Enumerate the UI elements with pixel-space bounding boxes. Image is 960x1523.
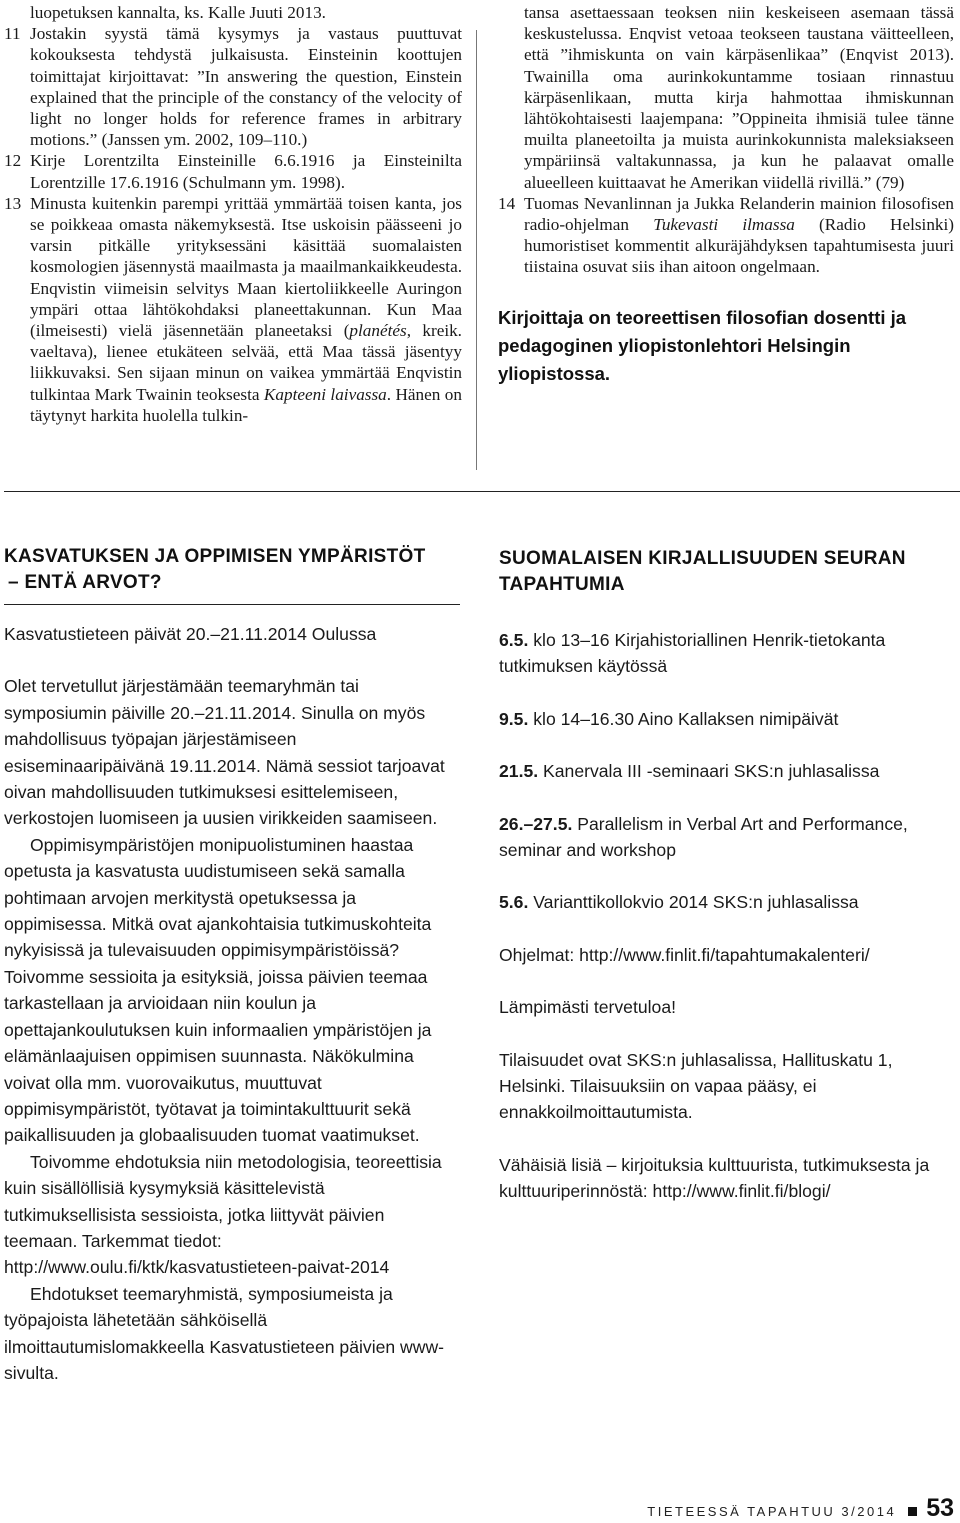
article-heading-line2: – ENTÄ ARVOT?: [8, 572, 162, 593]
event-date: 26.–27.5.: [499, 813, 573, 834]
footnote-text: Jostakin syystä tämä kysymys ja vastaus puuttuvat kokouksesta tehdystä julkaisusta. Einsteinin koottujen toimittajat kirjoittavat: ”In answering the question, Einstein explained that the principle of the constancy of the velocity of light no longer holds for reference frames in arbitrary motions.” (Janssen ym. 2002, 109–110.): [30, 24, 462, 150]
page-number: 53: [926, 1494, 954, 1522]
footnote-text-part: Tuomas Nevanlinnan ja Jukka Relanderin mainion filosofisen radio-ohjelman: [524, 193, 954, 235]
event-item: [499, 811, 955, 864]
welcome-text: Lämpimästi tervetuloa!: [499, 997, 676, 1018]
footnote-11: [4, 23, 462, 150]
event-text: Kanervala III -seminaari SKS:n juhlasalissa: [538, 761, 880, 782]
programs-link[interactable]: Ohjelmat: http://www.finlit.fi/tapahtumakalenteri/: [499, 944, 870, 965]
event-text: Varianttikollokvio 2014 SKS:n juhlasalissa: [528, 892, 859, 913]
event-date: 21.5.: [499, 761, 539, 782]
footnote-text-part: (Radio Helsinki) humoristiset kommentit alkuräjähdyksen tapahtumisesta juuri tiistaina osuvat siis ihan aitoon ongelmaan.: [524, 215, 955, 277]
page-footer: [647, 1494, 954, 1523]
footnote-number: 11: [4, 24, 21, 44]
article-heading-line1: KASVATUKSEN JA OPPIMISEN YMPÄRISTÖT: [4, 546, 426, 567]
heading-underline: [4, 604, 460, 605]
article-body: [4, 621, 460, 1386]
event-text: klo 13–16 Kirjahistoriallinen Henrik-tietokanta tutkimuksen käytössä: [499, 630, 886, 677]
event-item: [499, 758, 955, 784]
footnote-text: Kirje Lorentzilta Einsteinille 6.6.1916 ja Einsteinilta Lorentzille 17.6.1916 (Schulmann ym. 1998).: [30, 151, 462, 192]
paragraph-2: Oppimisympäristöjen monipuolistuminen haastaa opetusta ja kasvatusta uudistumiseen sekä samalla pohtimaan arvojen merkitystä opetuksessa ja oppimisessa. Mitkä ovat ajankohtaisia tutkimuskohteita nykyisissä ja tulevaisuuden oppimisympäristöissä? Toivomme sessioita ja esityksiä, joissa päivien teemaa tarkastellaan ja arvioidaan niin koulun ja opettajankoulutuksen kuin informaalien ympäristöjen ja elämänlaajuisen oppimisen suunnasta. Näkökulmina voivat olla mm. vuorovaikutus, muuttuvat oppimisympäristöt, työtavat ja toimintakulttuurit sekä paikallisuuden ja globaalisuuden tuomat vaatimukset.: [4, 834, 432, 1146]
column-divider: [476, 30, 477, 470]
footnote-text: [30, 193, 462, 426]
event-date: 6.5.: [499, 630, 529, 650]
footnote-14: [498, 193, 954, 278]
right-footnotes: [498, 2, 954, 388]
footnote-italic: Kapteeni laivassa: [263, 384, 387, 404]
event-text: Parallelism in Verbal Art and Performance, seminar and workshop: [499, 813, 908, 861]
section-divider: [4, 491, 960, 492]
left-article: [4, 544, 460, 1386]
author-bio: Kirjoittaja on teoreettisen filosofian dosentti ja pedagoginen yliopistonlehtori Helsingin yliopistossa.: [498, 306, 907, 384]
blog-text: Vähäisiä lisiä – kirjoituksia kulttuurista, tutkimuksesta ja kulttuuriperinnöstä: http://www.finlit.fi/blogi/: [499, 1154, 930, 1202]
event-date: 5.6.: [499, 892, 529, 913]
footnote-text: [524, 193, 954, 278]
left-footnotes: [4, 2, 462, 426]
paragraph-4: Ehdotukset teemaryhmistä, symposiumeista ja työpajoista lähetetään sähköisellä ilmoittautumislomakkeella Kasvatustieteen päivien www-sivulta.: [4, 1283, 445, 1383]
footnote-italic: planétés: [349, 321, 407, 341]
right-article: [499, 546, 955, 1231]
event-item: [499, 627, 955, 680]
event-date: 9.5.: [499, 708, 529, 729]
event-list: [499, 627, 955, 1205]
event-item: [499, 889, 955, 915]
article-heading-line2: TAPAHTUMIA: [499, 574, 625, 595]
event-item: [499, 706, 955, 732]
footnote-text-part: Minusta kuitenkin parempi yrittää ymmärtää toisen kanta, jos se poikkeaa omasta näkemyksestä. Itse uskoisin päässeeni jo varsin pitkälle yrityksessäni käsittää suomalaisten kosmologien jäsennystä maailmasta ja maailmankaikkeudesta. Enqvistin viimeisin selvitys Maan kiertoliikkeelle Auringon ympäri ottaa lähtökohdaksi planeettakunnan. Kun Maa (ilmeisesti) vielä jäsennetään planeetaksi (: [30, 193, 462, 341]
venue-text: Tilaisuudet ovat SKS:n juhlasalissa, Hallituskatu 1, Helsinki. Tilaisuuksiin on vapaa pääsy, ei ennakkoilmoittautumista.: [499, 1049, 893, 1123]
event-title: Kasvatustieteen päivät 20.–21.11.2014 Oulussa: [4, 624, 377, 644]
footnote-number: 14: [498, 193, 516, 213]
footnote-13-continuation: tansa asettaessaan teoksen niin keskeiseen asemaan tässä keskustelussa. Enqvist vetoaa teokseen taustana väitteelleen, että ”ihmiskunta on vain kärpäsenlikaa” (Enqvist 2013). Twainilla oma aurinkokuntamme tosiaan rinnastuu kärpäsenlikaan, mutta kirja hahmottaa ihmiskunnan lähtökohtaisesti laajempana: ”Oppineita ihmisiä tulee tänne muilta planeetoilta ja muista aurinkokunnista maleksiakseen ympäriinsä valtakunnassa, ja kun he palaavat omalle alueelleen kuittaavat he Amerikan viidellä rivillä.” (79): [524, 3, 954, 192]
paragraph-3: Toivomme ehdotuksia niin metodologisia, teoreettisia kuin sisällöllisiä kysymyksiä käsittelevistä tutkimuksellisista sessioista, jotka liittyvät päivien teemaan. Tarkemmat tiedot: http://www.oulu.fi/ktk/kasvatustieteen-paivat-2014: [4, 1151, 442, 1278]
paragraph-1: Olet tervetullut järjestämään teemaryhmän tai symposiumin päiville 20.–21.11.2014. Sinulla on myös mahdollisuus työpajan järjestämiseen esiseminaaripäivänä 19.11.2014. Nämä sessiot tarjoavat oivan mahdollisuuden tutkimuksesi esittelemiseen, verkostojen luomiseen ja uusien virikkeiden saamiseen.: [4, 676, 445, 829]
footer-square-icon: [908, 1507, 917, 1516]
footnote-text-part: , kreik. vaeltava), lienee etukäteen selvää, että Maa tässä jäsentyy liikkuvaksi. Sen sijaan minun on vaikea ymmärtää Enqvistin tulkintaa Mark Twainin teoksesta: [30, 321, 462, 404]
event-text: klo 14–16.30 Aino Kallaksen nimipäivät: [528, 708, 839, 729]
footnote-12: [4, 150, 462, 192]
footnote-continuation: luopetuksen kannalta, ks. Kalle Juuti 2013.: [30, 3, 326, 22]
footnote-number: 13: [4, 193, 22, 213]
publication-name: TIETEESSÄ TAPAHTUU 3/2014: [647, 1504, 897, 1519]
article-heading-line1: SUOMALAISEN KIRJALLISUUDEN SEURAN: [499, 548, 906, 569]
footnote-number: 12: [4, 151, 22, 171]
footnote-13: [4, 193, 462, 426]
footnote-italic: Tukevasti ilmassa: [653, 215, 795, 235]
footnote-text-part: . Hänen on täytynyt harkita huolella tulkin-: [30, 384, 462, 425]
